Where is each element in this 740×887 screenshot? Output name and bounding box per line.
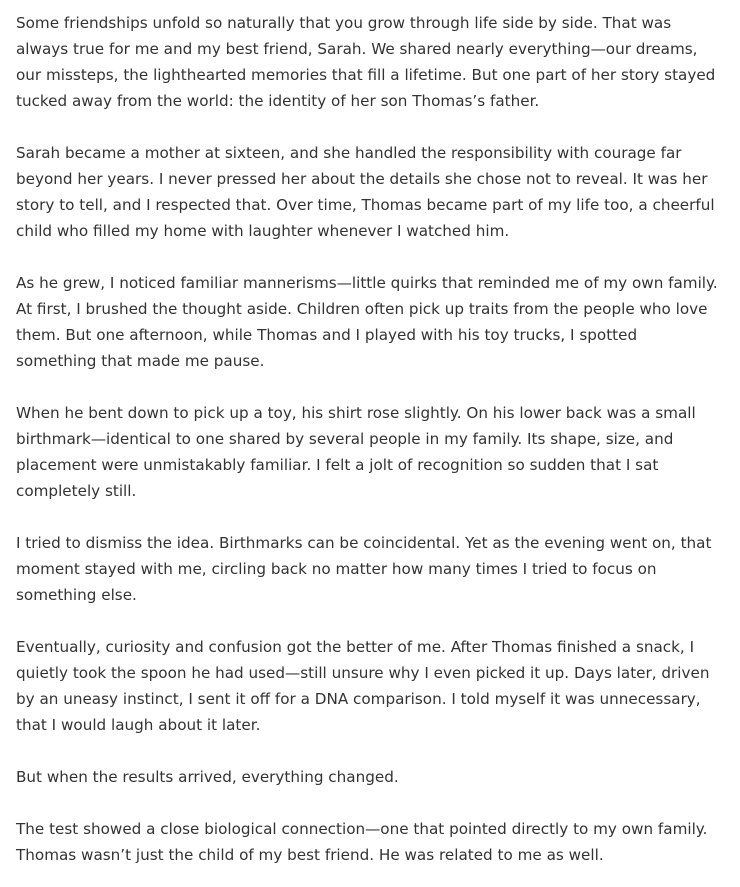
paragraph: Some friendships unfold so naturally that you grow through life side by side. That was always true for me and my best friend, Sarah. We shared nearly everything—our dreams, our missteps, the lighthearted memories that fill a lifetime. But one part of her story stayed tucked away from the world: the identity of her son Thomas’s father.: [16, 14, 716, 110]
paragraph: As he grew, I noticed familiar mannerisms—little quirks that reminded me of my own family. At first, I brushed the thought aside. Children often pick up traits from the people who love them. But one afternoon, while Thomas and I played with his toy trucks, I spotted something that made me pause.: [16, 274, 718, 370]
paragraph: When he bent down to pick up a toy, his shirt rose slightly. On his lower back was a small birthmark—identical to one shared by several people in my family. Its shape, size, and placement were unmistakably familiar. I felt a jolt of recognition so sudden that I sat completely still.: [16, 404, 696, 500]
paragraph: The test showed a close biological connection—one that pointed directly to my own family. Thomas wasn’t just the child of my best friend. He was related to me as well.: [16, 820, 708, 864]
paragraph: I tried to dismiss the idea. Birthmarks can be coincidental. Yet as the evening went on, that moment stayed with me, circling back no matter how many times I tried to focus on something else.: [16, 534, 712, 604]
paragraph: Sarah became a mother at sixteen, and she handled the responsibility with courage far beyond her years. I never pressed her about the details she chose not to reveal. It was her story to tell, and I respected that. Over time, Thomas became part of my life too, a cheerful child who filled my home with laughter whenever I watched him.: [16, 144, 715, 240]
paragraph: Eventually, curiosity and confusion got the better of me. After Thomas finished a snack, I quietly took the spoon he had used—still unsure why I even picked it up. Days later, driven by an uneasy instinct, I sent it off for a DNA comparison. I told myself it was unnecessary, that I would laugh about it later.: [16, 638, 710, 734]
paragraph: But when the results arrived, everything changed.: [16, 768, 399, 786]
